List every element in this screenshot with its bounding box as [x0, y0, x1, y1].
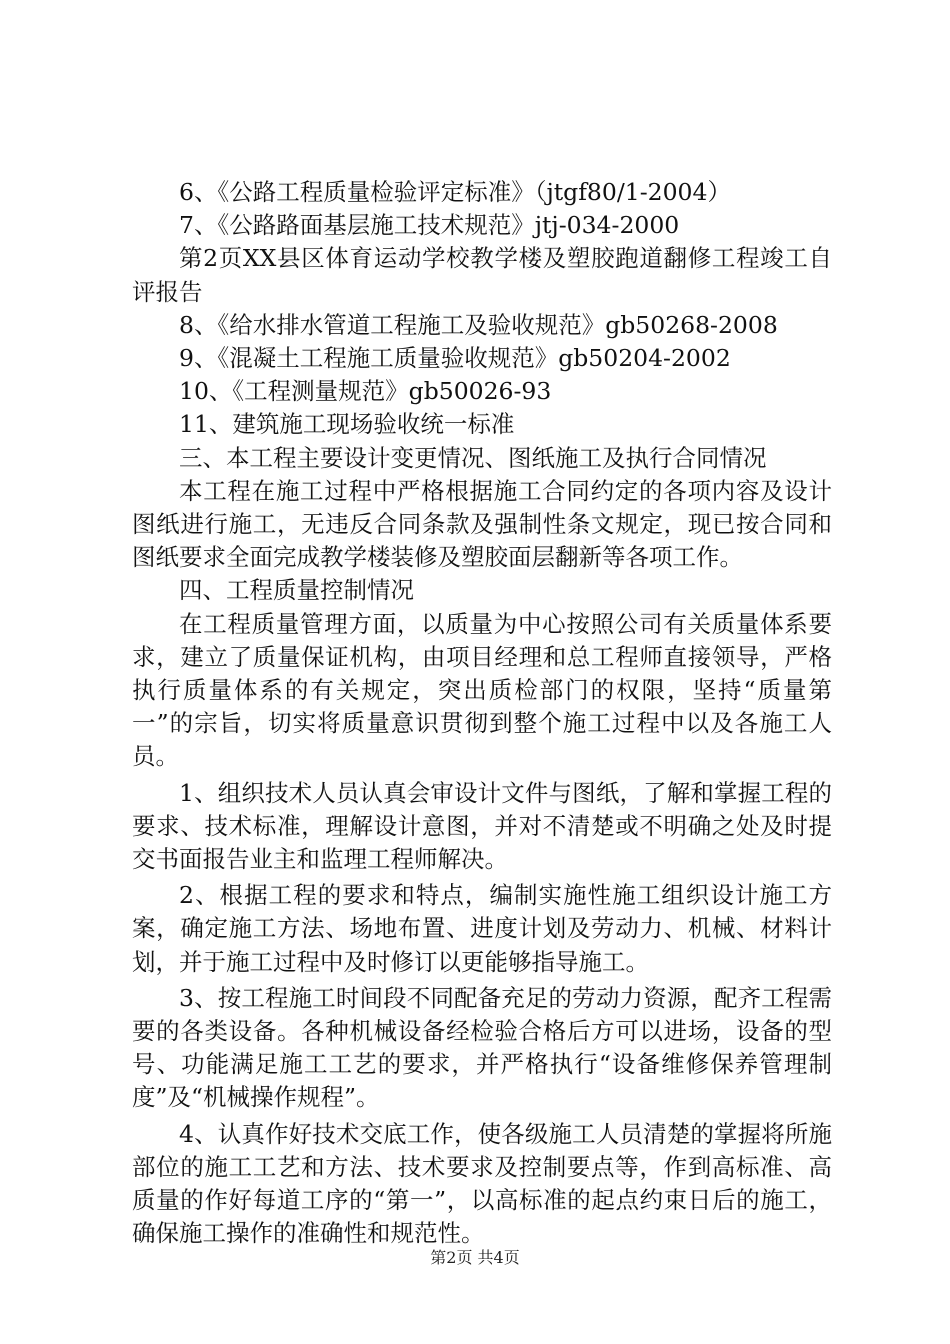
- standard-item-10: 10、《工程测量规范》gb50026-93: [179, 377, 552, 406]
- page-header-line: 第2页XX县区体育运动学校教学楼及塑胶跑道翻修工程竣工自评报告: [132, 244, 832, 306]
- quality-measure-3: 3、按工程施工时间段不同配备充足的劳动力资源，配齐工程需要的各类设备。各种机械设备经检验合格后方可以进场，设备的型号、功能满足施工工艺的要求，并严格执行“设备维修保养管理制度”及“机械操作规程”。: [132, 983, 832, 1112]
- document-body: [132, 176, 832, 1251]
- standard-item-8: 8、《给水排水管道工程施工及验收规范》gb50268-2008: [179, 310, 778, 339]
- section-4-body: 在工程质量管理方面，以质量为中心按照公司有关质量体系要求，建立了质量保证机构，由项目经理和总工程师直接领导，严格执行质量体系的有关规定，突出质检部门的权限，坚持“质量第一”的宗旨，切实将质量意识贯彻到整个施工过程中以及各施工人员。: [132, 609, 832, 771]
- quality-measure-4: 4、认真作好技术交底工作，使各级施工人员清楚的掌握将所施部位的施工工艺和方法、技术要求及控制要点等，作到高标准、高质量的作好每道工序的“第一”，以高标准的起点约束日后的施工，确保施工操作的准确性和规范性。: [132, 1119, 832, 1248]
- section-heading-4: 四、工程质量控制情况: [179, 576, 414, 605]
- section-3-body: 本工程在施工过程中严格根据施工合同约定的各项内容及设计图纸进行施工，无违反合同条款及强制性条文规定，现已按合同和图纸要求全面完成教学楼装修及塑胶面层翻新等各项工作。: [132, 476, 832, 572]
- section-heading-3: 三、本工程主要设计变更情况、图纸施工及执行合同情况: [179, 443, 767, 472]
- standard-item-11: 11、建筑施工现场验收统一标准: [179, 410, 515, 439]
- standard-item-9: 9、《混凝土工程施工质量验收规范》gb50204-2002: [179, 344, 731, 373]
- standard-item-6: 6、《公路工程质量检验评定标准》（jtgf80/1-2004）: [179, 178, 731, 206]
- page-footer: 第2页 共4页: [430, 1248, 520, 1267]
- quality-measure-1: 1、组织技术人员认真会审设计文件与图纸，了解和掌握工程的要求、技术标准，理解设计意图，并对不清楚或不明确之处及时提交书面报告业主和监理工程师解决。: [132, 778, 832, 874]
- quality-measure-2: 2、根据工程的要求和特点，编制实施性施工组织设计施工方案，确定施工方法、场地布置、进度计划及劳动力、机械、材料计划，并于施工过程中及时修订以更能够指导施工。: [132, 881, 832, 976]
- standard-item-7: 7、《公路路面基层施工技术规范》jtj-034-2000: [179, 211, 680, 240]
